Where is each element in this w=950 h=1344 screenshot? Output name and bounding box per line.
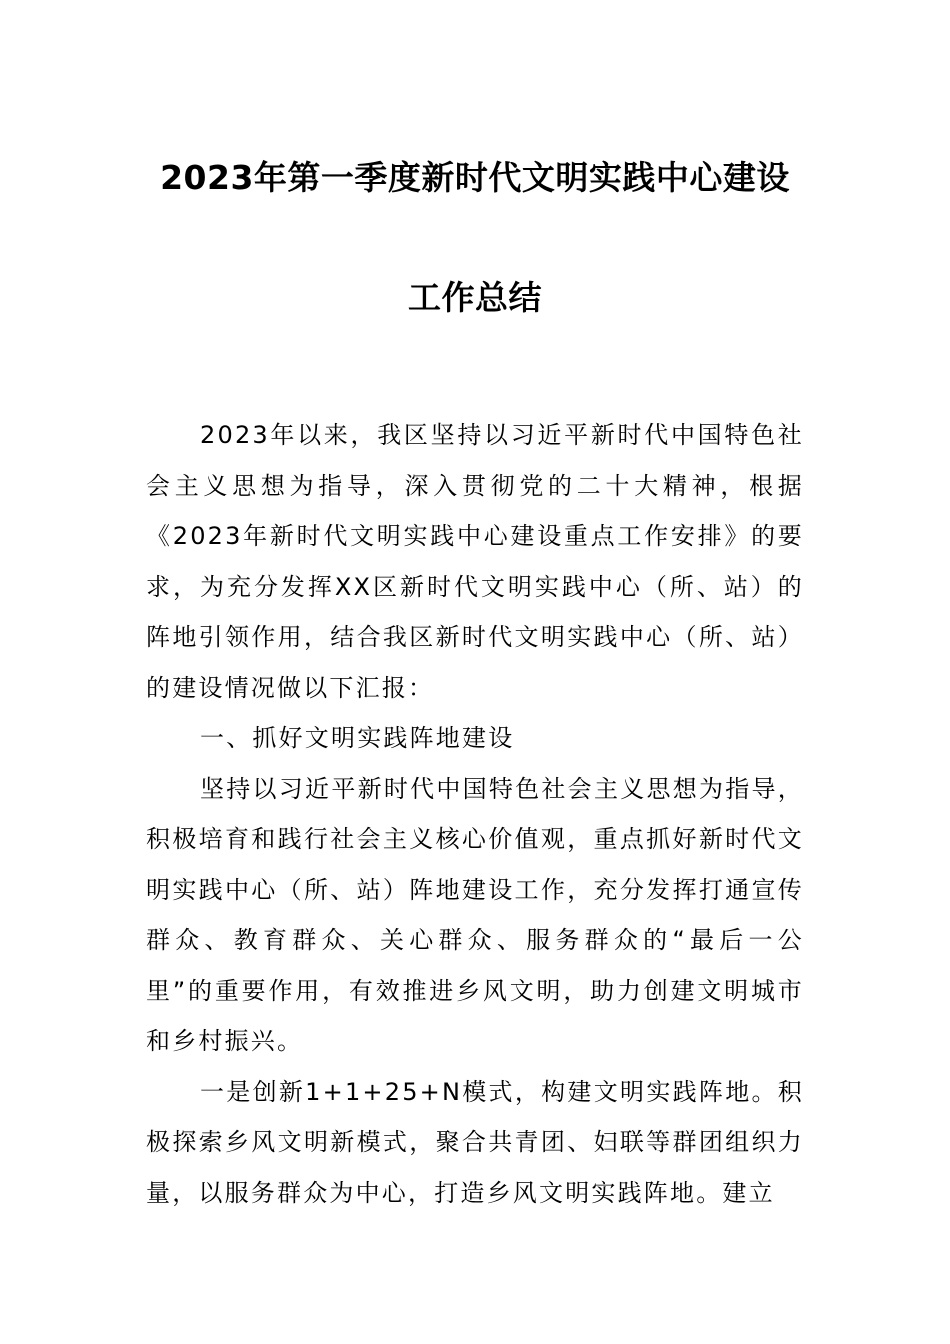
document-title-line-1: 2023年第一季度新时代文明实践中心建设 (160, 158, 790, 197)
intro-paragraph: 2023年以来，我区坚持以习近平新时代中国特色社会主义思想为指导，深入贯彻党的二十大精神，根据《2023年新时代文明实践中心建设重点工作安排》的要求，为充分发挥XX区新时代文明实践中心（所、站）的阵地引领作用，结合我区新时代文明实践中心（所、站）的建设情况做以下汇报： (146, 421, 804, 702)
document-body (146, 410, 804, 1218)
section-paragraph: 坚持以习近平新时代中国特色社会主义思想为指导，积极培育和践行社会主义核心价值观，重点抓好新时代文明实践中心（所、站）阵地建设工作，充分发挥打通宣传群众、教育群众、关心群众、服务群众的“最后一公里”的重要作用，有效推进乡风文明，助力创建文明城市和乡村振兴。 (146, 774, 804, 1055)
section-heading: 一、抓好文明实践阵地建设 (200, 724, 515, 752)
point-paragraph: 一是创新1+1+25+N模式，构建文明实践阵地。积极探索乡风文明新模式，聚合共青团、妇联等群团组织力量，以服务群众为中心，打造乡风文明实践阵地。建立 (146, 1077, 804, 1207)
document-title-line-2: 工作总结 (408, 278, 542, 317)
